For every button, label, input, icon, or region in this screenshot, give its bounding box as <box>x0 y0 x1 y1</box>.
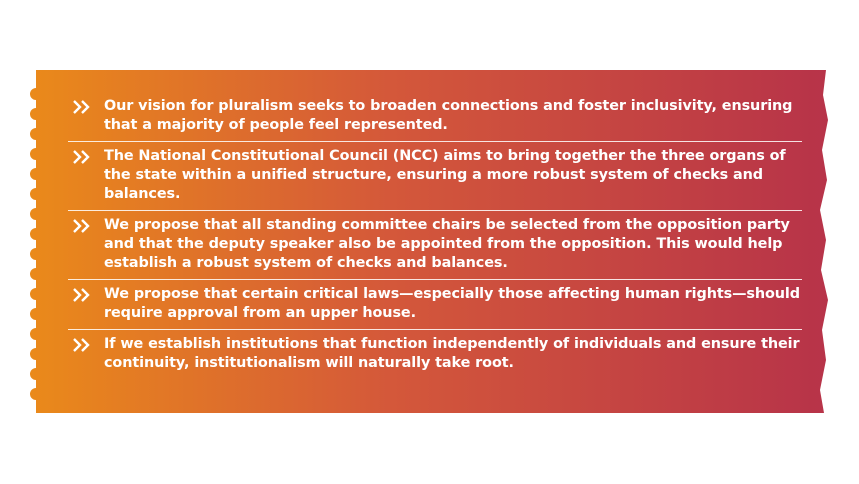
double-chevron-right-icon <box>72 338 94 352</box>
list-item <box>68 92 802 142</box>
double-chevron-right-icon <box>72 288 94 302</box>
list-item-text: The National Constitutional Council (NCC) aims to bring together the three organs of the state within a unified structure, ensuring a more robust system of checks and balances. <box>104 148 786 202</box>
list-item-text: Our vision for pluralism seeks to broaden connections and foster inclusivity, ensuring that a majority of people feel represented. <box>104 98 793 133</box>
list-item <box>68 330 802 379</box>
list-item <box>68 211 802 280</box>
list-item-text: We propose that all standing committee chairs be selected from the opposition party and that the deputy speaker also be appointed from the opposition. This would help establish a robust system of checks and balances. <box>104 217 790 271</box>
double-chevron-right-icon <box>72 219 94 233</box>
list-item-text: If we establish institutions that function independently of individuals and ensure their continuity, institutionalism will naturally take root. <box>104 336 800 371</box>
double-chevron-right-icon <box>72 100 94 114</box>
double-chevron-right-icon <box>72 150 94 164</box>
points-list <box>68 92 802 379</box>
list-item-text: We propose that certain critical laws—especially those affecting human rights—should require approval from an upper house. <box>104 286 800 321</box>
list-item <box>68 280 802 330</box>
list-item <box>68 142 802 211</box>
